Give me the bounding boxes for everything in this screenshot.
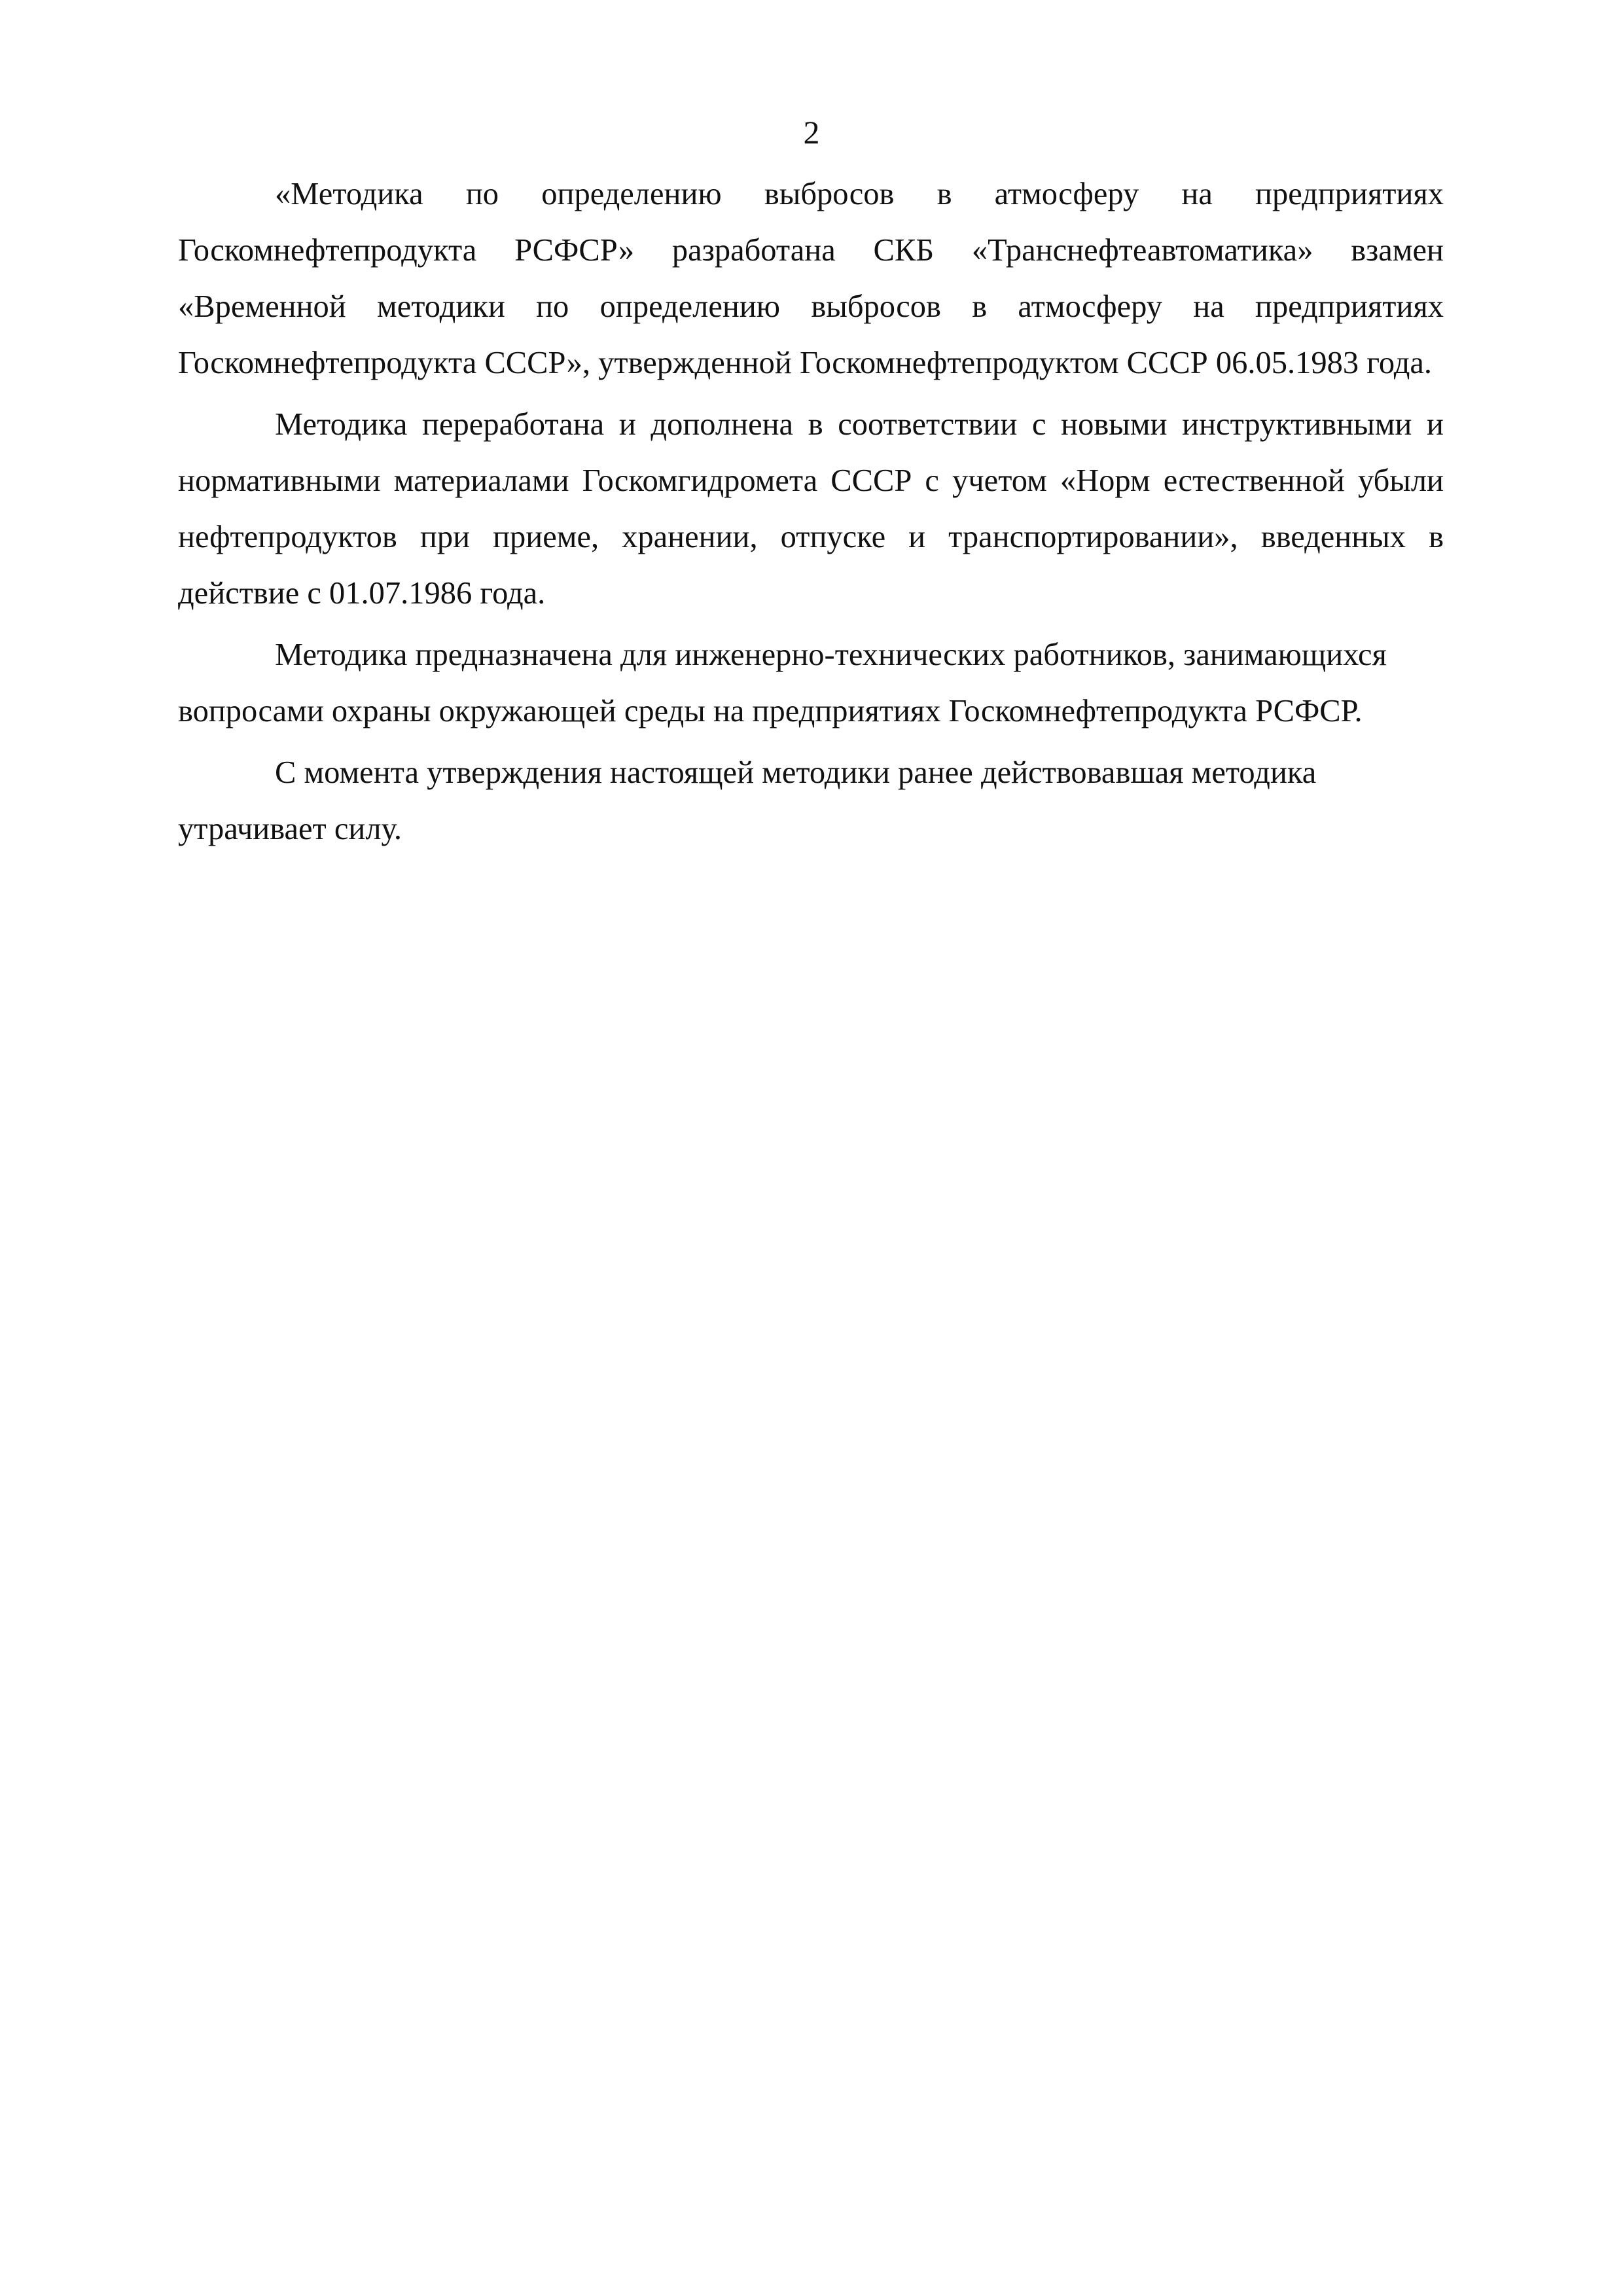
paragraph-2: Методика переработана и дополнена в соответствии с новыми инструктивными и нормативными материалами Госкомгидромета СССР с учетом «Норм естественной убыли нефтепродуктов при приеме, хранении, отпуске и транспортировании», введенных в действие с 01.07.1986 года. bbox=[178, 407, 1444, 611]
paragraph-3: Методика предназначена для инженерно-технических работников, занимающихся вопросами охраны окружающей среды на предприятиях Госкомнефтепродукта РСФСР. bbox=[178, 637, 1387, 728]
paragraph-1: «Методика по определению выбросов в атмосферу на предприятиях Госкомнефтепродукта РСФСР» разработана СКБ «Транснефтеавтоматика» взамен «Временной методики по определению выбросов в атмосферу на предприятиях Госкомнефтепродукта СССР», утвержденной Госкомнефтепродуктом СССР 06.05.1983 года. bbox=[178, 177, 1444, 380]
page-number: 2 bbox=[803, 114, 820, 151]
body-text bbox=[178, 166, 1444, 863]
paragraph-4: С момента утверждения настоящей методики ранее действовавшая методика утрачивает силу. bbox=[178, 755, 1317, 846]
